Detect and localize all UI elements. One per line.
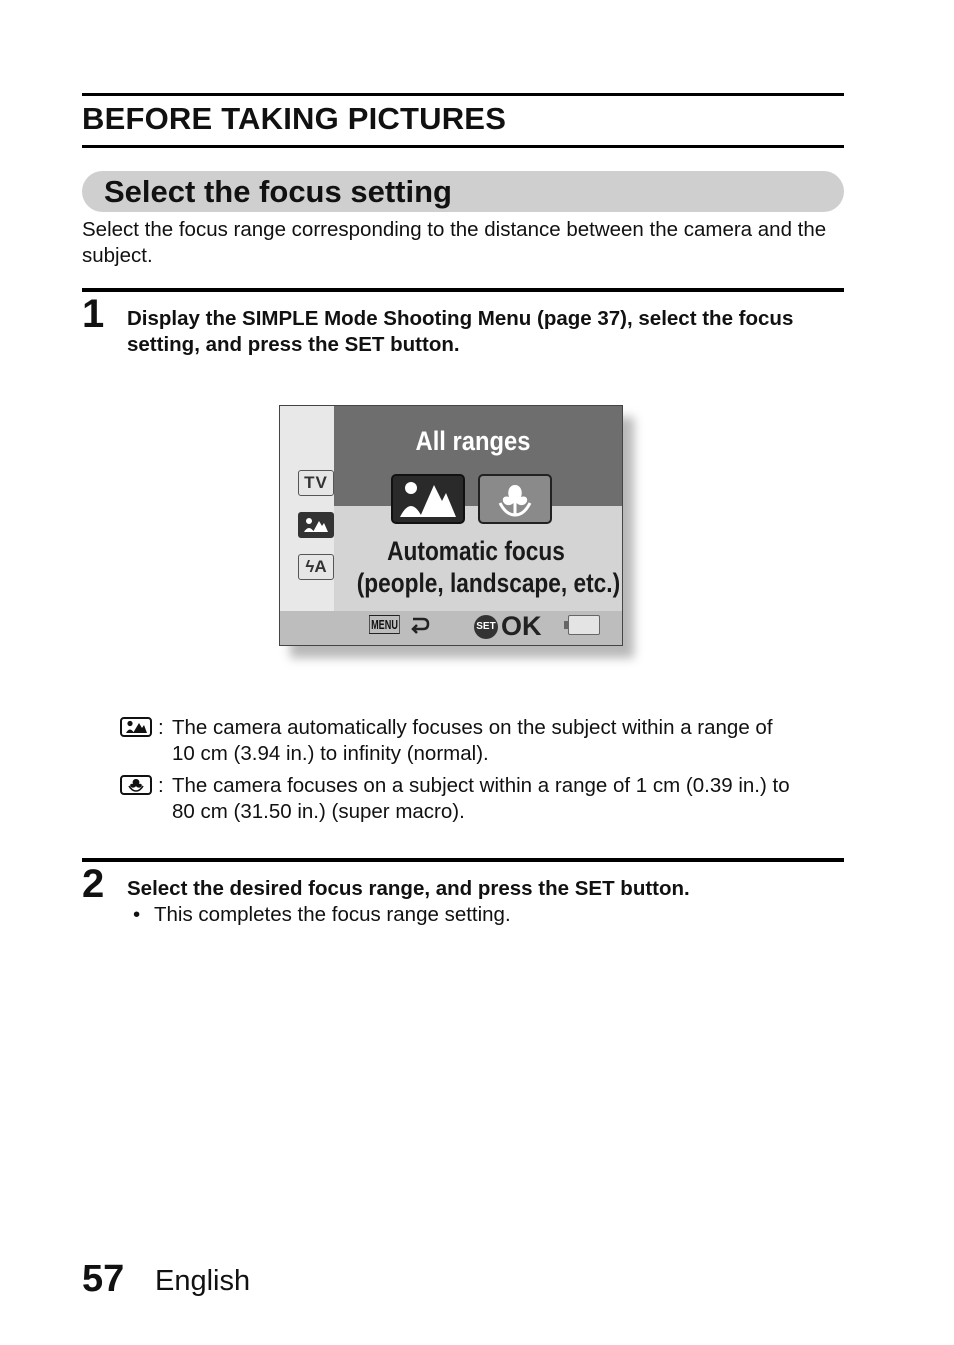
- all-ranges-option[interactable]: [391, 474, 465, 524]
- menu-back-button[interactable]: [369, 613, 431, 635]
- camera-side-strip: [280, 406, 334, 611]
- header-bottom-rule: [82, 145, 844, 148]
- option-2-colon: :: [158, 774, 164, 797]
- page-language: English: [155, 1265, 251, 1297]
- camera-menu-description: [356, 535, 621, 599]
- option-1-line-1: The camera automatically focuses on the subject within a range of: [172, 716, 773, 739]
- step-2-number: 2: [82, 862, 105, 906]
- menu-label: MENU: [369, 615, 400, 634]
- step-2-bullet-mark: •: [133, 903, 141, 926]
- option-2-line-2: 80 cm (31.50 in.) (super macro).: [172, 800, 465, 823]
- header-top-rule: [82, 93, 844, 96]
- super-macro-option[interactable]: [478, 474, 552, 524]
- ok-label: OK: [501, 611, 542, 641]
- landscape-mode-icon: [298, 512, 334, 538]
- step-2-text: Select the desired focus range, and press the SET button.: [127, 877, 690, 900]
- step-1-text: Display the SIMPLE Mode Shooting Menu (page 37), select the focus setting, and press the SET button.: [127, 307, 794, 356]
- set-ok-button[interactable]: [474, 611, 542, 642]
- step-1-number: 1: [82, 292, 105, 336]
- section-title: BEFORE TAKING PICTURES: [82, 101, 507, 136]
- macro-flower-icon: [492, 479, 538, 519]
- battery-icon: [568, 615, 600, 635]
- option-1-line-2: 10 cm (3.94 in.) to infinity (normal).: [172, 742, 489, 765]
- landscape-icon: [398, 479, 458, 519]
- option-1-description: [172, 715, 773, 767]
- camera-desc-line-2: (people, landscape, etc.): [356, 568, 621, 598]
- step-2-rule: [82, 858, 844, 862]
- landscape-icon: [120, 717, 152, 737]
- tv-mode-icon: TV: [298, 470, 334, 496]
- return-arrow-icon: [409, 613, 431, 635]
- option-1-colon: :: [158, 716, 164, 739]
- set-label: SET: [474, 615, 498, 639]
- step-1-rule: [82, 288, 844, 292]
- option-2-description: [172, 773, 790, 825]
- macro-flower-icon: [120, 775, 152, 795]
- camera-desc-line-1: Automatic focus: [387, 536, 565, 566]
- page-number: 57: [82, 1258, 125, 1300]
- topic-intro: Select the focus range corresponding to the distance between the camera and the subject.: [82, 218, 827, 267]
- flash-auto-icon: ϟA: [298, 554, 334, 580]
- camera-screen: [279, 405, 623, 646]
- step-2-bullet: This completes the focus range setting.: [154, 903, 511, 926]
- topic-title: Select the focus setting: [104, 174, 452, 209]
- camera-menu-title: All ranges: [415, 426, 531, 456]
- option-2-line-1: The camera focuses on a subject within a range of 1 cm (0.39 in.) to: [172, 774, 790, 797]
